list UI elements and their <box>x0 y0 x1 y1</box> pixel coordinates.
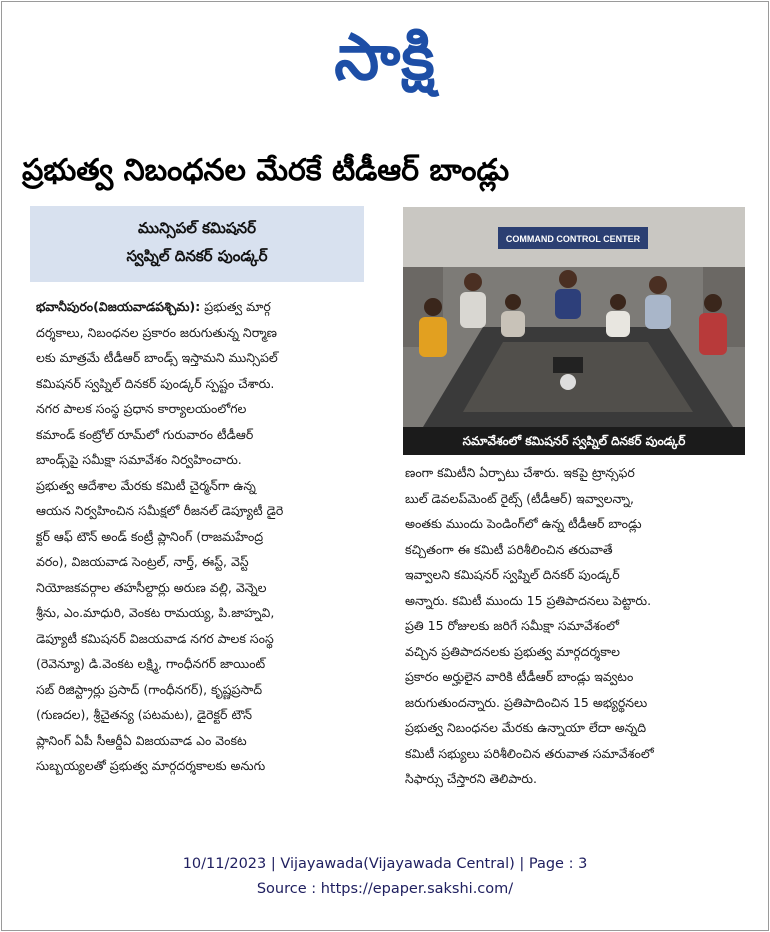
left-line: సుబ్బయ్యలతో ప్రభుత్వ మార్గదర్శకాలకు అనుగు <box>36 758 266 773</box>
article-headline: ప్రభుత్వ నిబంధనల మేరకే టీడీఆర్ బాండ్లు <box>22 153 510 188</box>
right-line: ప్రభుత్వ నిబంధనల మేరకు ఉన్నాయా లేదా అన్నది <box>405 720 647 735</box>
right-line: కచ్చితంగా ఈ కమిటీ పరిశీలించిన తరువాతే <box>405 541 613 557</box>
right-line: అంతకు ముందు పెండింగ్‌లో ఉన్న టీడీఆర్ బాండ్లు <box>405 516 642 531</box>
left-line: ఆయన నిర్వహించిన సమీక్షలో రీజనల్ డెప్యూటీ డైరె <box>36 503 284 518</box>
meeting-photo <box>403 207 745 427</box>
right-line: ఇవ్వాలని కమిషనర్ స్వప్నిల్ దినకర్ పుండ్కర్ <box>405 567 620 582</box>
right-line: ప్రకారం అర్హులైన వారికి టీడీఆర్ బాండ్లు ఇవ్వటం <box>405 669 634 684</box>
left-line: కమాండ్ కంట్రోల్ రూమ్‌లో గురువారం టీడీఆర్ <box>36 426 254 442</box>
left-line: శ్రీను, ఎం.మాధురి, వెంకట రామయ్య, పి.జాహ్నవి, <box>36 605 275 620</box>
dateline: భవానీపురం(విజయవాడపశ్చిమ): <box>36 299 201 314</box>
article-column-left <box>36 294 368 812</box>
left-line: సబ్ రిజిస్ట్రార్లు ప్రసాద్ (గాంధీనగర్), కృష్ణప్రసాద్ <box>36 681 263 697</box>
left-line: నగర పాలక సంస్థ ప్రధాన కార్యాలయంలోగల <box>36 401 247 416</box>
left-line: కమిషనర్ స్వప్నిల్ దినకర్ పుండ్కర్ స్పష్టం చేశారు. <box>36 375 275 391</box>
sakshi-logo: సాక్షి <box>334 21 436 95</box>
left-line: నియోజకవర్గాల తహసీల్దార్లు అరుణ వల్లి, వెన్నెల <box>36 579 267 595</box>
article-column-right <box>405 460 741 824</box>
subhead-box <box>30 206 364 282</box>
first-line-text: ప్రభుత్వ మార్గ <box>204 299 271 314</box>
left-line: లకు మాత్రమే టీడీఆర్ బాండ్స్ ఇస్తామని మున్సిపల్ <box>36 350 278 365</box>
right-line: కమిటీ సభ్యులు పరిశీలించిన తరువాత సమావేశంలో <box>405 745 654 761</box>
right-line: వచ్చిన ప్రతిపాదనలకు ప్రభుత్వ మార్గదర్శకాల <box>405 643 620 659</box>
left-line: దర్శకాలు, నిబంధనల ప్రకారం జరుగుతున్న నిర్మాణ <box>36 324 277 340</box>
footer <box>0 852 770 902</box>
subhead-line-2: స్వప్నిల్ దినకర్ పుండ్కర్ <box>126 247 268 265</box>
right-line: ణంగా కమిటీని ఏర్పాటు చేశారు. ఇకపై ట్రాన్సఫర <box>405 465 635 480</box>
footer-date-edition: 10/11/2023 | Vijayawada(Vijayawada Central) | Page : 3 <box>182 856 588 872</box>
left-line: (గుణదల), శ్రీచైతన్య (పటమట), డైరెక్టర్ టౌన్ <box>36 707 253 722</box>
right-line: సిఫార్సు చేస్తారని తెలిపారు. <box>405 771 537 786</box>
photo-caption: సమావేశంలో కమిషనర్ స్వప్నిల్ దినకర్ పుండ్కర్ <box>403 427 745 455</box>
right-line: ప్రతి 15 రోజులకు జరిగే సమీక్షా సమావేశంలో <box>405 618 619 633</box>
subhead-line-1: మున్సిపల్ కమిషనర్ <box>138 219 256 237</box>
right-line: అన్నారు. కమిటీ ముందు 15 ప్రతిపాదనలు పెట్టారు. <box>405 592 652 608</box>
left-line: బాండ్స్‌పై సమీక్షా సమావేశం నిర్వహించారు. <box>36 452 242 467</box>
footer-source: Source : https://epaper.sakshi.com/ <box>256 881 514 897</box>
right-line: జరుగుతుందన్నారు. ప్రతిపాదించిన 15 అభ్యర్థనలు <box>405 694 648 710</box>
left-line: వరం), విజయవాడ సెంట్రల్, నార్త్, ఈస్ట్, వెస్ట్ <box>36 554 249 569</box>
left-line: ప్రభుత్వ ఆదేశాల మేరకు కమిటీ చైర్మన్‌గా ఉన్న <box>36 477 256 493</box>
right-line: బుల్ డెవలప్‌మెంట్ రైట్స్ (టీడీఆర్) ఇవ్వాలన్నా, <box>405 490 635 506</box>
left-line: ప్లానింగ్ ఏపీ సీఆర్డీఏ విజయవాడ ఎం వెంకట <box>36 732 247 748</box>
photo-banner-text: COMMAND CONTROL CENTER <box>505 234 641 244</box>
meeting-photo-illustration <box>403 207 745 427</box>
left-line: (రెవెన్యూ) డి.వెంకట లక్ష్మి, గాంధీనగర్ జాయింట్ <box>36 656 266 671</box>
left-line: డెప్యూటీ కమిషనర్ విజయవాడ నగర పాలక సంస్థ <box>36 630 274 646</box>
left-line: క్టర్ ఆఫ్ టౌన్ అండ్ కంట్రీ ప్లానింగ్ (రాజమహేంద్ర <box>36 528 264 544</box>
